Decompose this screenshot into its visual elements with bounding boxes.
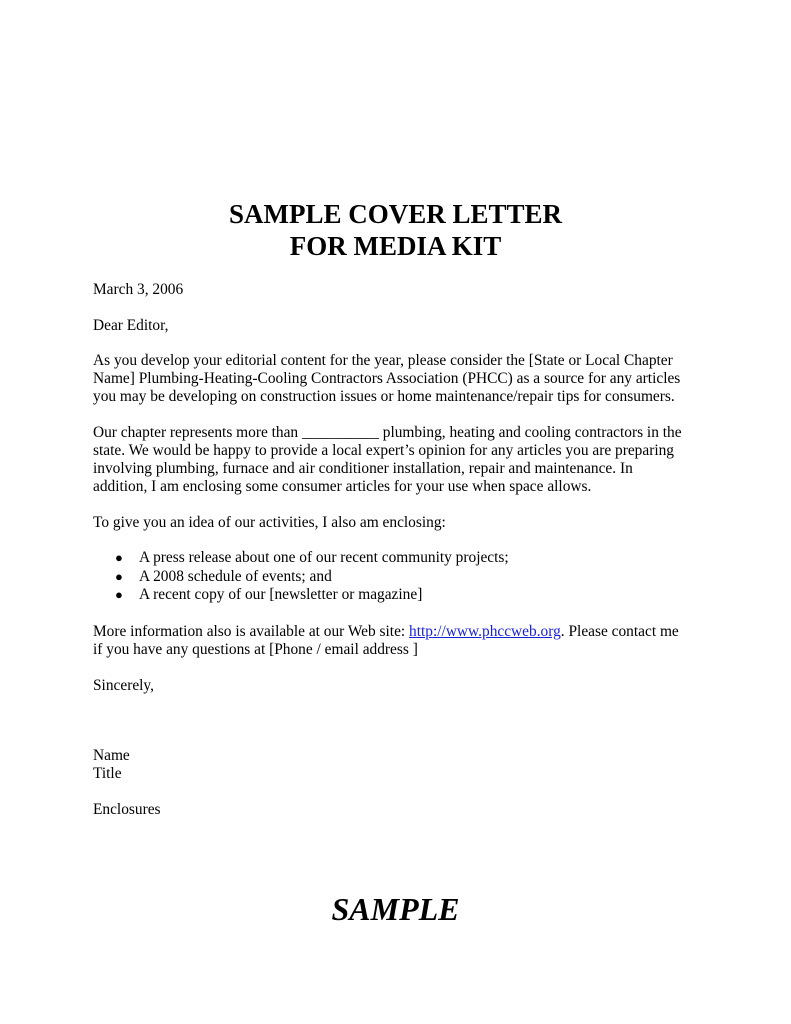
paragraph-chapter [93,424,713,496]
title-line-2: FOR MEDIA KIT [289,231,502,261]
paragraph-line: Name] Plumbing-Heating-Cooling Contractors Association (PHCC) as a source for any articles [93,370,681,387]
paragraph-enclosing-intro: To give you an idea of our activities, I also am enclosing: [93,514,446,531]
list-item [115,586,715,605]
paragraph-line: if you have any questions at [Phone / email address ] [93,641,418,658]
contact-text: . Please contact me [560,623,679,640]
enclosures-label: Enclosures [93,801,161,818]
enclosure-list [115,549,715,605]
paragraph-line: you may be developing on construction issues or home maintenance/repair tips for consumers. [93,388,675,405]
list-item-text: A press release about one of our recent community projects; [139,549,509,566]
paragraph-contact [93,623,713,659]
letter-salutation: Dear Editor, [93,317,169,334]
paragraph-line: addition, I am enclosing some consumer articles for your use when space allows. [93,478,592,495]
paragraph-line: involving plumbing, furnace and air conditioner installation, repair and maintenance. In [93,460,633,477]
document-title [0,198,791,262]
website-link[interactable]: http://www.phccweb.org [409,623,561,640]
bullet-icon: ● [115,587,123,602]
paragraph-intro [93,352,713,406]
sample-stamp: SAMPLE [331,891,460,927]
contact-text: More information also is available at our Web site: [93,623,410,640]
bullet-icon: ● [115,568,123,584]
list-item [115,549,715,568]
paragraph-line [93,623,713,641]
signer-title: Title [93,765,122,782]
title-line-1: SAMPLE COVER LETTER [228,199,563,229]
paragraph-line: Our chapter represents more than __________ plumbing, heating and cooling contractors in the [93,424,682,441]
list-item-text: A 2008 schedule of events; and [139,567,332,585]
list-item [115,568,715,587]
list-item-text: A recent copy of our [newsletter or magazine] [139,586,423,603]
letter-date: March 3, 2006 [93,281,184,298]
bullet-icon: ● [115,550,123,565]
signer-name: Name [93,747,130,764]
letter-closing: Sincerely, [93,677,154,694]
paragraph-line: state. We would be happy to provide a local expert’s opinion for any articles you are preparing [93,442,674,459]
paragraph-line: As you develop your editorial content for the year, please consider the [State or Local Chapter [93,352,673,369]
